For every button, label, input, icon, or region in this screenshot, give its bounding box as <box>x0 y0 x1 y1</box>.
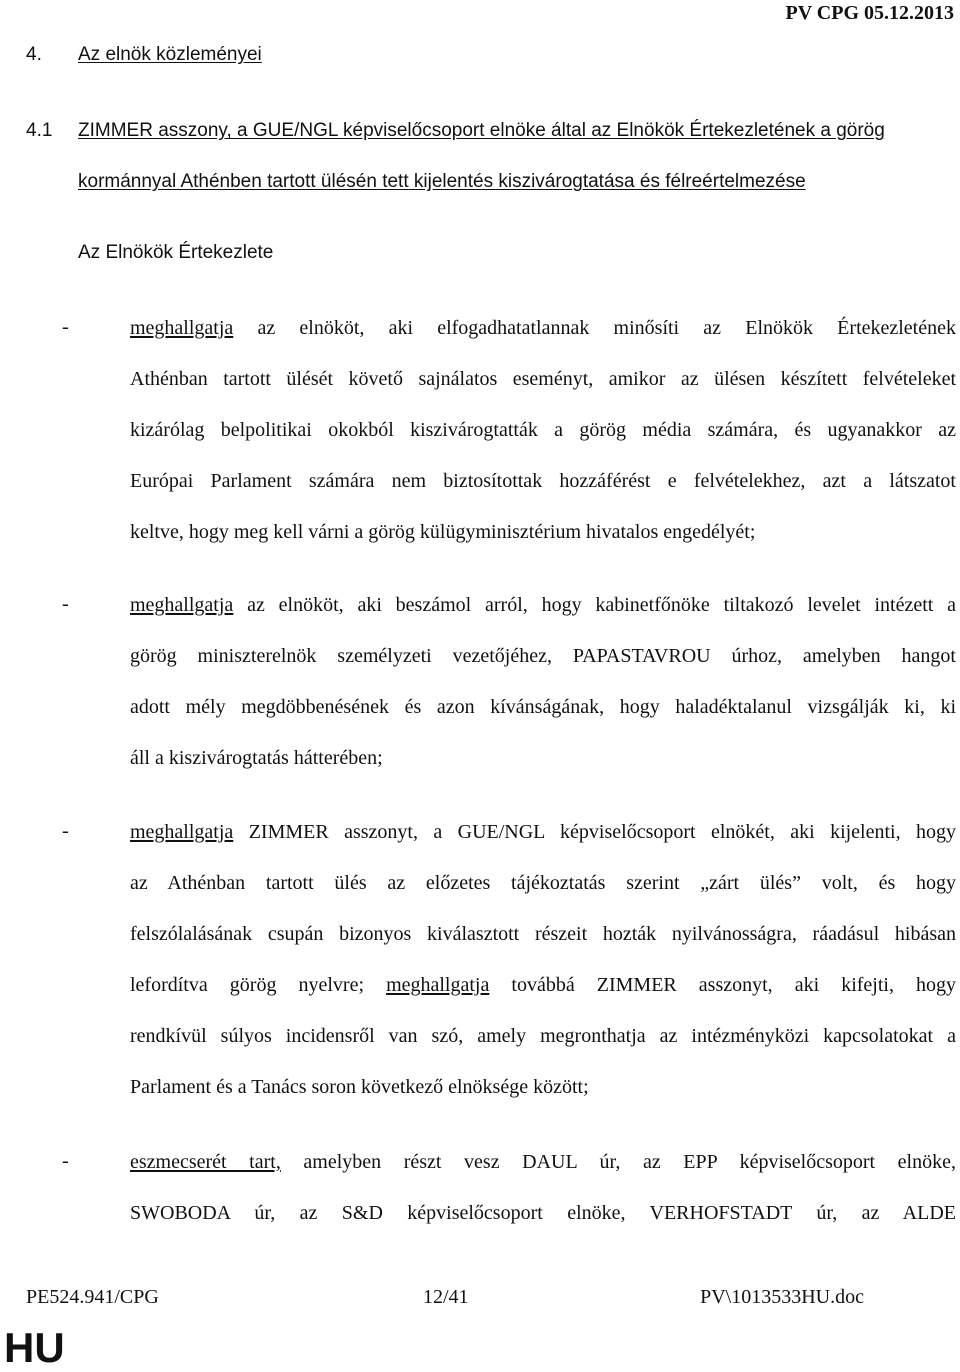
bullet-dash: - <box>62 316 69 338</box>
bullet-paragraph-3 <box>130 807 956 1113</box>
paragraph-line: Athénban tartott ülését követő sajnálatos eseményt, amikor az ülésen készített felvételeket <box>130 368 956 390</box>
item-title-line-2: kormánnyal Athénben tartott ülésén tett kijelentés kiszivárogtatása és félreértelmezése <box>78 171 806 192</box>
item-number: 4.1 <box>26 120 53 141</box>
paragraph-line: adott mély megdöbbenésének és azon kívánságának, hogy haladéktalanul vizsgálják ki, ki <box>130 696 956 718</box>
bullet-paragraph-4 <box>130 1137 956 1239</box>
section-title: Az elnök közleményei <box>78 44 262 65</box>
paragraph-line: lefordítva görög nyelvre; meghallgatja továbbá ZIMMER asszonyt, aki kifejti, hogy <box>130 974 956 996</box>
verb: meghallgatja <box>130 317 234 339</box>
bullet-paragraph-1 <box>130 303 956 558</box>
paragraph-line: meghallgatja az elnököt, aki beszámol arról, hogy kabinetfőnöke tiltakozó levelet intézett a <box>130 594 956 616</box>
verb: meghallgatja <box>130 594 234 616</box>
footer-file-name: PV\1013533HU.doc <box>700 1286 864 1308</box>
verb: meghallgatja <box>130 821 234 843</box>
paragraph-line: Európai Parlament számára nem biztosítottak hozzáférést e felvételekhez, azt a látszatot <box>130 470 956 492</box>
item-title-line-1: ZIMMER asszony, a GUE/NGL képviselőcsoport elnöke által az Elnökök Értekezletének a görög <box>78 120 885 141</box>
paragraph-line: meghallgatja ZIMMER asszonyt, a GUE/NGL képviselőcsoport elnökét, aki kijelenti, hogy <box>130 821 956 843</box>
paragraph-line: felszólalásának csupán bizonyos kiválasztott részeit hozták nyilvánosságra, ráadásul hibásan <box>130 923 956 945</box>
footer-doc-number: PE524.941/CPG <box>26 1286 159 1308</box>
verb: meghallgatja <box>386 974 490 996</box>
paragraph-line: rendkívül súlyos incidensről van szó, amely megronthatja az intézményközi kapcsolatokat a <box>130 1025 956 1047</box>
bullet-dash: - <box>62 820 69 842</box>
paragraph-line: az Athénban tartott ülés az előzetes tájékoztatás szerint „zárt ülés” volt, és hogy <box>130 872 956 894</box>
footer-page-number: 12/41 <box>423 1286 469 1308</box>
bullet-paragraph-2 <box>130 580 956 784</box>
paragraph-line: SWOBODA úr, az S&D képviselőcsoport elnöke, VERHOFSTADT úr, az ALDE <box>130 1202 956 1224</box>
paragraph-line: meghallgatja az elnököt, aki elfogadhatatlannak minősíti az Elnökök Értekezletének <box>130 317 956 339</box>
body-label: Az Elnökök Értekezlete <box>78 242 274 263</box>
document-reference: PV CPG 05.12.2013 <box>785 2 954 24</box>
bullet-dash: - <box>62 1150 69 1172</box>
paragraph-line: eszmecserét tart, amelyben részt vesz DAUL úr, az EPP képviselőcsoport elnöke, <box>130 1151 956 1173</box>
paragraph-line: keltve, hogy meg kell várni a görög külügyminisztérium hivatalos engedélyét; <box>130 521 756 543</box>
paragraph-line: görög miniszterelnök személyzeti vezetőjéhez, PAPASTAVROU úrhoz, amelyben hangot <box>130 645 956 667</box>
paragraph-line: áll a kiszivárogtatás hátterében; <box>130 747 383 769</box>
section-number: 4. <box>26 44 42 65</box>
paragraph-line: kizárólag belpolitikai okokból kiszivárogtatták a görög média számára, és ugyanakkor az <box>130 419 956 441</box>
verb: eszmecserét tart, <box>130 1151 281 1173</box>
footer-language-code: HU <box>4 1324 65 1371</box>
paragraph-line: Parlament és a Tanács soron következő elnöksége között; <box>130 1076 589 1098</box>
bullet-dash: - <box>62 593 69 615</box>
